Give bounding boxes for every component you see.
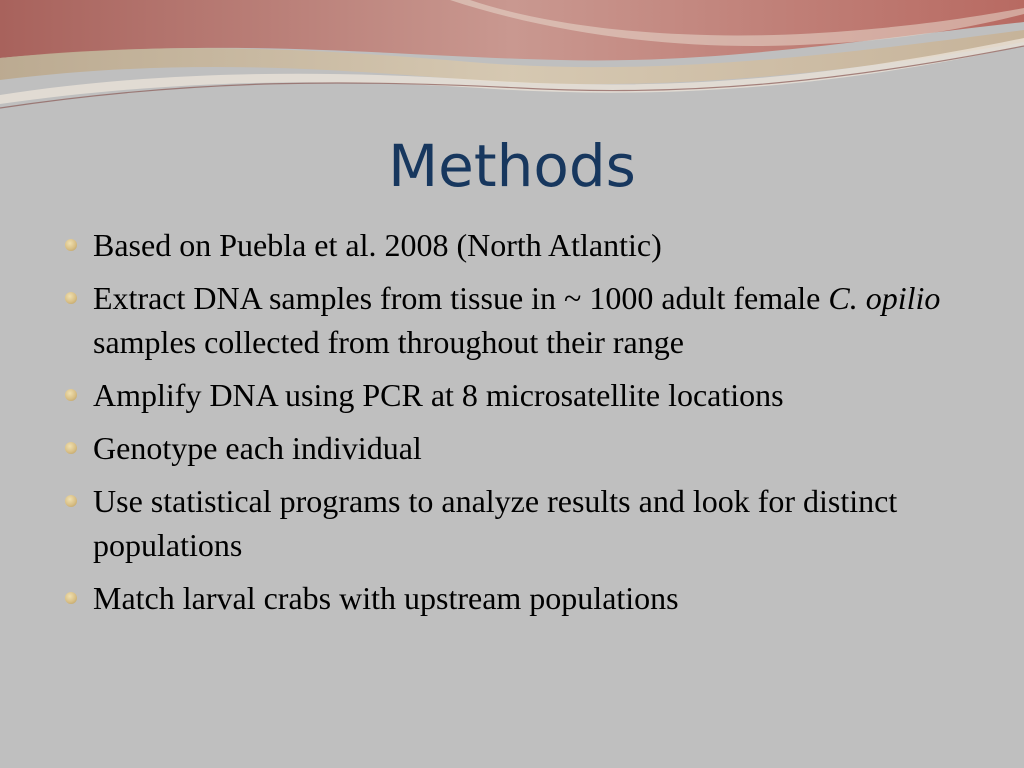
bullet-item — [60, 223, 970, 267]
bullet-text: Amplify DNA using PCR at 8 microsatellite locations — [93, 377, 784, 413]
bullet-item — [60, 479, 970, 567]
bullet-dot-icon — [65, 592, 77, 604]
bullet-text: Match larval crabs with upstream populations — [93, 580, 679, 616]
bullet-dot-icon — [65, 495, 77, 507]
bullet-item — [60, 276, 970, 364]
bullet-list — [60, 223, 970, 629]
bullet-dot-icon — [65, 442, 77, 454]
bullet-text-continued: samples collected from throughout their range — [93, 324, 684, 360]
bullet-dot-icon — [65, 239, 77, 251]
header-wave-decoration — [0, 0, 1024, 130]
bullet-text: Based on Puebla et al. 2008 (North Atlantic) — [93, 227, 662, 263]
species-name: C. opilio — [828, 280, 941, 316]
bullet-text: Use statistical programs to analyze results and look for distinct populations — [93, 483, 898, 563]
bullet-text: Genotype each individual — [93, 430, 422, 466]
bullet-dot-icon — [65, 292, 77, 304]
bullet-text: Extract DNA samples from tissue in ~ 1000 adult female — [93, 280, 829, 316]
slide-title: Methods — [388, 132, 636, 200]
bullet-item — [60, 576, 970, 620]
bullet-item — [60, 373, 970, 417]
bullet-dot-icon — [65, 389, 77, 401]
bullet-item — [60, 426, 970, 470]
